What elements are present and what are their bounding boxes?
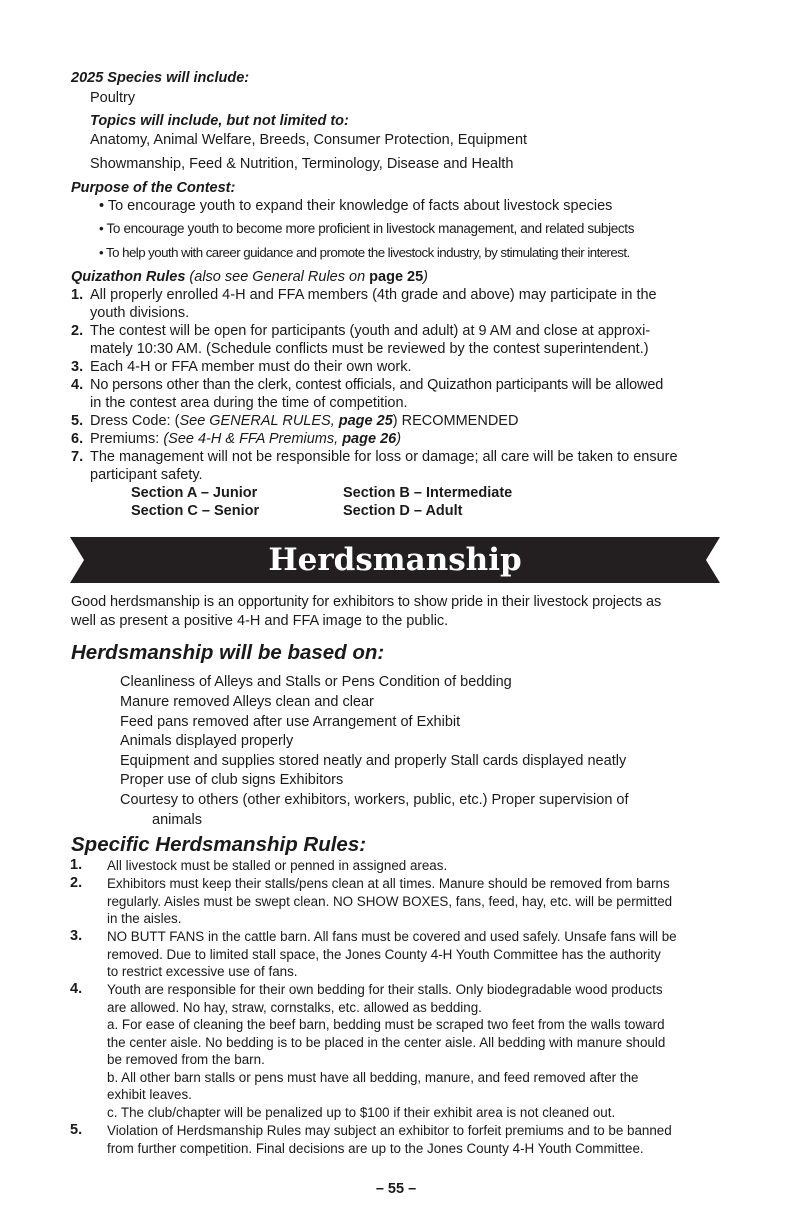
- purpose-item: • To help youth with career guidance and promote the livestock industry, by stimulating their interest.: [99, 245, 630, 260]
- based-on-item: Manure removed Alleys clean and clear: [120, 694, 374, 710]
- specific-rule-line: Youth are responsible for their own bedding for their stalls. Only biodegradable wood products: [107, 982, 663, 997]
- specific-rule-line: exhibit leaves.: [107, 1087, 192, 1102]
- rule-text: mately 10:30 AM. (Schedule conflicts must be reviewed by the contest superintendent.): [90, 341, 649, 357]
- specific-rule-line: are allowed. No hay, straw, cornstalks, etc. allowed as bedding.: [107, 999, 482, 1015]
- specific-rule-line: c. The club/chapter will be penalized up to $100 if their exhibit area is not cleaned out.: [107, 1104, 616, 1120]
- rule-text-part: ) RECOMMENDED: [392, 413, 519, 429]
- based-on-item: Cleanliness of Alleys and Stalls or Pens Condition of bedding: [120, 674, 512, 690]
- specific-rule-number: 1.: [70, 857, 83, 873]
- rule-text-part: Premiums:: [90, 431, 164, 447]
- specific-rule-line: a. For ease of cleaning the beef barn, bedding must be scraped two feet from the walls toward: [107, 1017, 665, 1032]
- rule-number: 3.: [71, 359, 84, 375]
- banner-title: Herdsmanship: [268, 542, 522, 578]
- specific-rule-line: from further competition. Final decisions are up to the Jones County 4-H Youth Committee.: [107, 1140, 644, 1156]
- based-on-item: Proper use of club signs Exhibitors: [120, 772, 344, 788]
- section-label: Section C – Senior: [131, 503, 260, 519]
- specific-rule-line: to restrict excessive use of fans.: [107, 964, 298, 979]
- rules-heading: [71, 269, 428, 285]
- species-value: Poultry: [90, 90, 136, 106]
- rule-text-part: Dress Code: (: [90, 413, 180, 429]
- rules-heading-note: (also see General Rules on: [185, 269, 370, 285]
- specific-rule-line: be removed from the barn.: [107, 1052, 265, 1067]
- specific-rule-line: All livestock must be stalled or penned in assigned areas.: [107, 858, 448, 873]
- specific-rule-text: [107, 1122, 719, 1157]
- specific-rule-line: the center aisle. No bedding is to be placed in the center aisle. All bedding with manure should: [107, 1034, 666, 1050]
- specific-rule-line: b. All other barn stalls or pens must have all bedding, manure, and feed removed after the: [107, 1069, 639, 1085]
- page-number: – 55 –: [375, 1181, 417, 1197]
- section-label: Section A – Junior: [131, 485, 258, 501]
- rules-heading-page-link[interactable]: page 25: [369, 269, 424, 285]
- based-on-item: Animals displayed properly: [120, 733, 294, 749]
- section-label: Section B – Intermediate: [343, 485, 513, 501]
- rule-text: [90, 413, 518, 429]
- species-heading: 2025 Species will include:: [71, 70, 250, 86]
- based-on-item-continuation: animals: [152, 812, 202, 828]
- specific-rule-line: Violation of Herdsmanship Rules may subject an exhibitor to forfeit premiums and to be banned: [107, 1123, 672, 1138]
- rule-text: in the contest area during the time of competition.: [90, 395, 408, 411]
- rule-text: Each 4-H or FFA member must do their own work.: [90, 359, 412, 375]
- specific-rule-text: [107, 928, 719, 981]
- intro-text: Good herdsmanship is an opportunity for exhibitors to show pride in their livestock projects as: [71, 594, 662, 610]
- rule-text: No persons other than the clerk, contest officials, and Quizathon participants will be allowed: [90, 377, 664, 393]
- rule-text: The contest will be open for participants (youth and adult) at 9 AM and close at approxi-: [90, 323, 651, 339]
- based-on-item: Feed pans removed after use Arrangement of Exhibit: [120, 714, 461, 730]
- specific-rules-heading: Specific Herdsmanship Rules:: [71, 833, 367, 856]
- specific-rule-number: 3.: [70, 928, 83, 944]
- rules-heading-close: ): [423, 269, 429, 285]
- topics-line: Showmanship, Feed & Nutrition, Terminology, Disease and Health: [90, 156, 514, 172]
- herdsmanship-banner: [70, 537, 720, 583]
- specific-rule-text: [107, 857, 719, 875]
- rule-text: The management will not be responsible for loss or damage; all care will be taken to ensure: [90, 449, 678, 465]
- rule-number: 6.: [71, 431, 84, 447]
- specific-rule-text: [107, 981, 719, 1121]
- specific-rule-number: 5.: [70, 1122, 83, 1138]
- rules-heading-title: Quizathon Rules: [71, 269, 186, 285]
- purpose-heading: Purpose of the Contest:: [71, 180, 236, 196]
- rule-number: 2.: [71, 323, 84, 339]
- based-on-item: Courtesy to others (other exhibitors, workers, public, etc.) Proper supervision of: [120, 792, 629, 808]
- rule-number: 4.: [71, 377, 84, 393]
- rule-text-part: ): [396, 431, 402, 447]
- specific-rule-line: removed. Due to limited stall space, the Jones County 4-H Youth Committee has the authority: [107, 946, 661, 962]
- specific-rule-number: 4.: [70, 981, 83, 997]
- topics-line: Anatomy, Animal Welfare, Breeds, Consumer Protection, Equipment: [90, 132, 528, 148]
- purpose-item: • To encourage youth to become more proficient in livestock management, and related subjects: [99, 221, 635, 236]
- rule-text: All properly enrolled 4-H and FFA members (4th grade and above) may participate in the: [90, 287, 657, 303]
- based-on-item: Equipment and supplies stored neatly and properly Stall cards displayed neatly: [120, 753, 627, 769]
- based-on-heading: Herdsmanship will be based on:: [71, 641, 385, 664]
- rule-number: 1.: [71, 287, 84, 303]
- topics-heading: Topics will include, but not limited to:: [90, 113, 349, 129]
- section-label: Section D – Adult: [343, 503, 463, 519]
- specific-rule-number: 2.: [70, 875, 83, 891]
- specific-rule-line: regularly. Aisles must be swept clean. NO SHOW BOXES, fans, feed, hay, etc. will be permitted: [107, 893, 673, 909]
- rule-text: youth divisions.: [90, 305, 190, 321]
- rule-text: [90, 431, 401, 447]
- specific-rule-line: NO BUTT FANS in the cattle barn. All fans must be covered and used safely. Unsafe fans will be: [107, 929, 677, 944]
- specific-rule-line: Exhibitors must keep their stalls/pens clean at all times. Manure should be removed from barns: [107, 876, 670, 891]
- specific-rule-text: [107, 875, 719, 928]
- rule-number: 7.: [71, 449, 84, 465]
- rule-text: participant safety.: [90, 467, 203, 483]
- rule-text-part: See GENERAL RULES,: [179, 413, 339, 429]
- rule-number: 5.: [71, 413, 84, 429]
- rule-text-part: (See 4-H & FFA Premiums,: [163, 431, 343, 447]
- purpose-item: • To encourage youth to expand their knowledge of facts about livestock species: [99, 198, 613, 214]
- specific-rule-line: in the aisles.: [107, 911, 182, 926]
- rule-page-link[interactable]: page 25: [338, 413, 393, 429]
- rule-page-link[interactable]: page 26: [342, 431, 397, 447]
- intro-text: well as present a positive 4-H and FFA image to the public.: [71, 613, 449, 629]
